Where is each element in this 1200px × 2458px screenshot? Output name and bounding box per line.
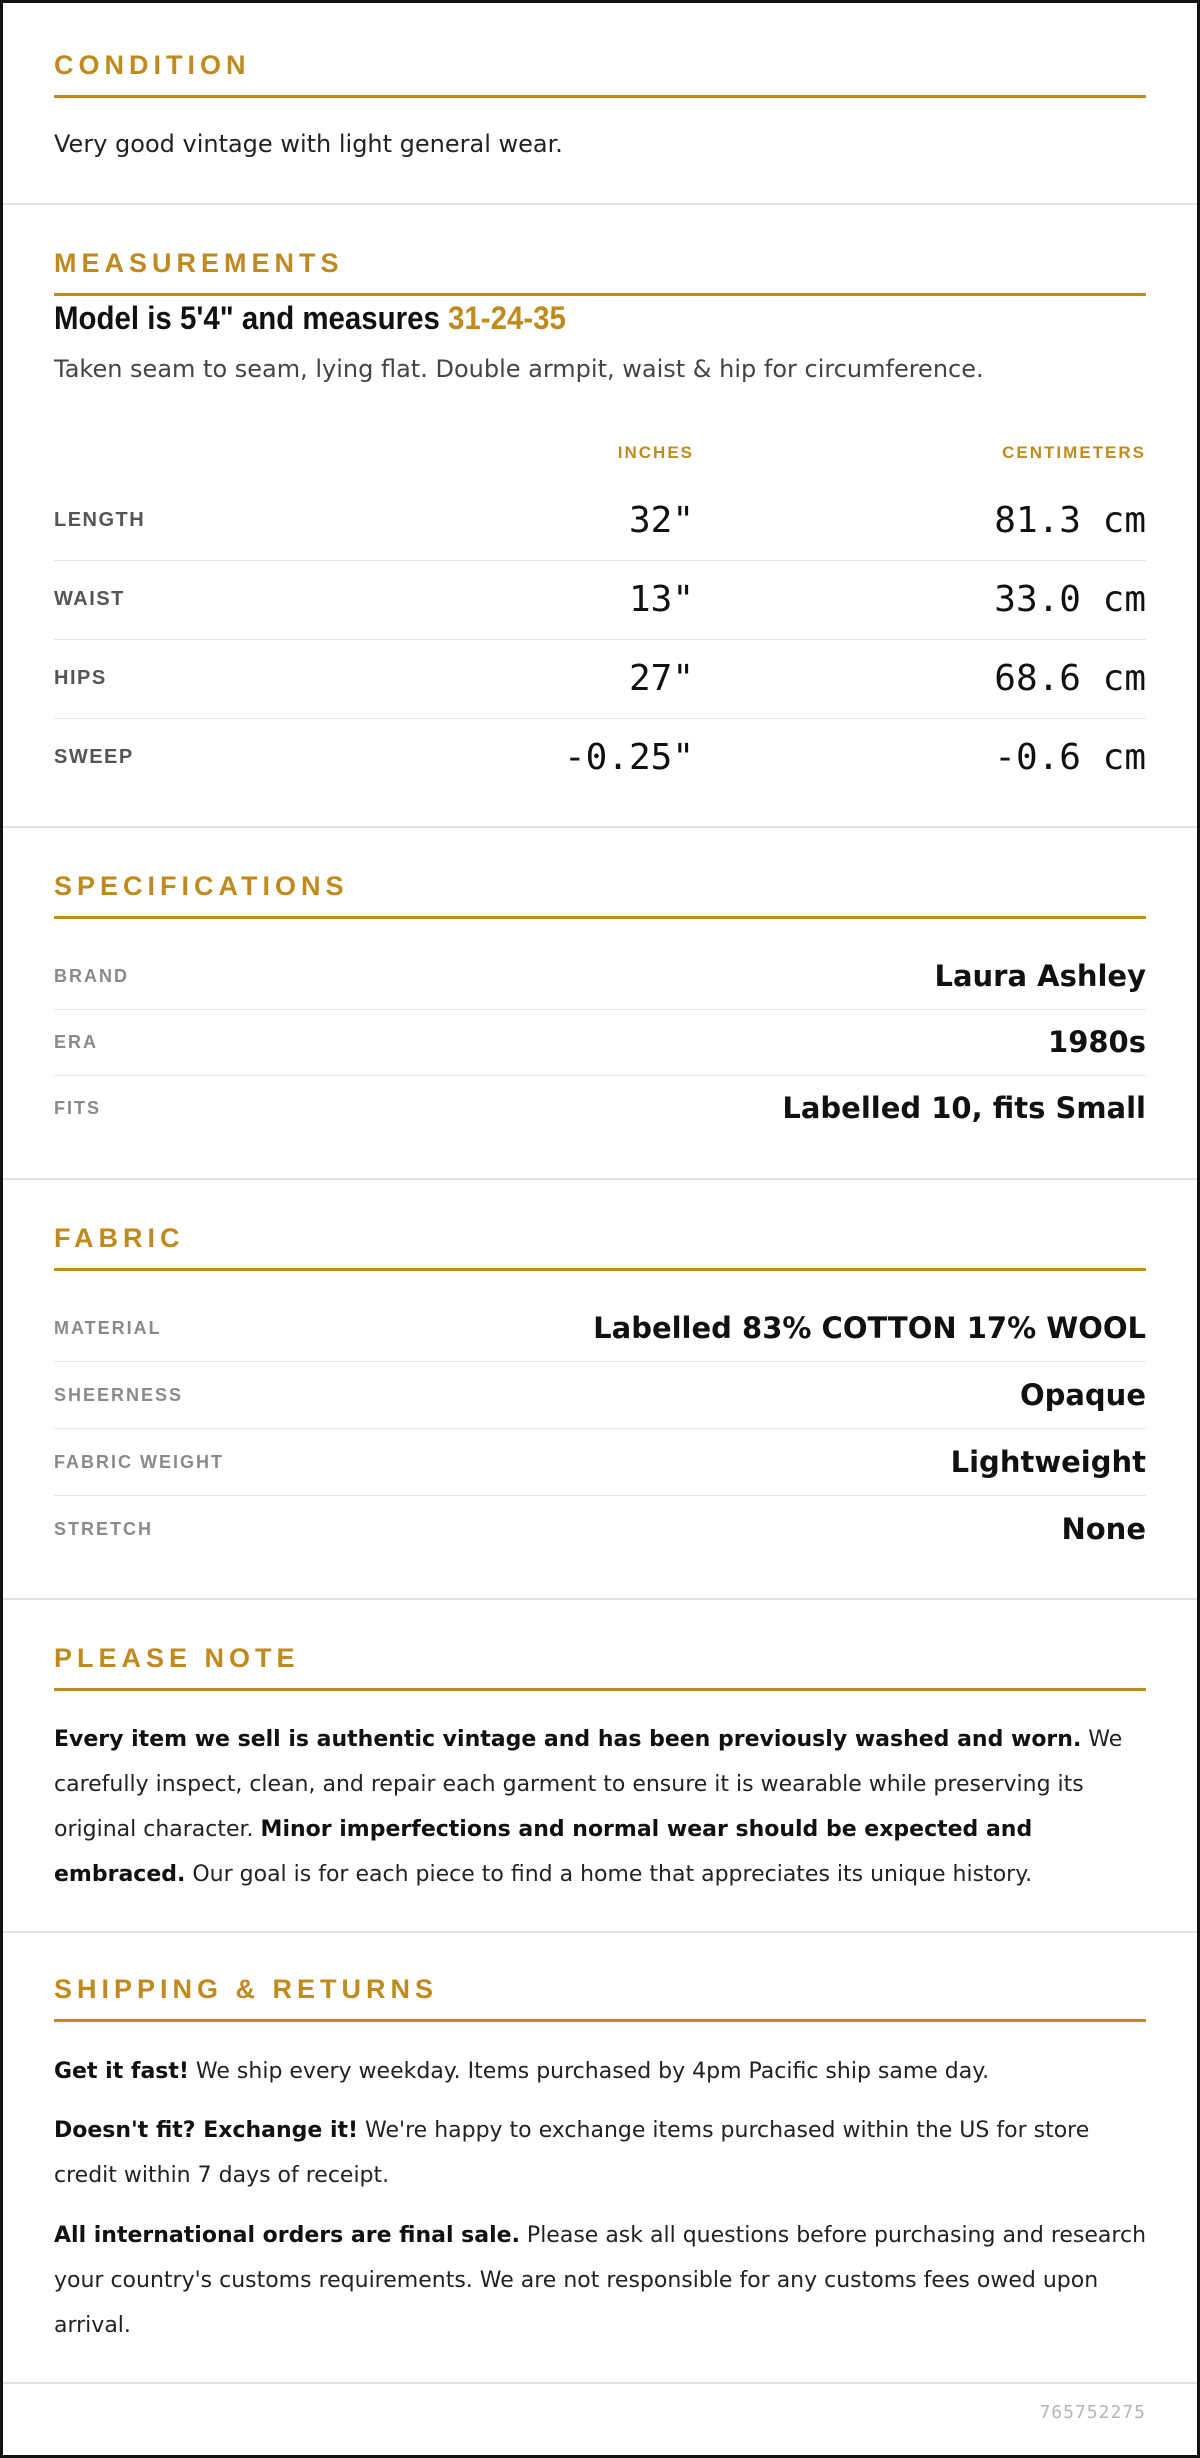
measurements-subtitle: Taken seam to seam, lying flat. Double armpit, waist & hip for circumference.	[54, 355, 984, 383]
measurement-inches: 32"	[628, 500, 694, 541]
fabric-row-sheerness	[54, 1362, 1146, 1429]
condition-section	[3, 3, 1197, 205]
fabric-heading: FABRIC	[54, 1220, 1146, 1271]
measurement-row-waist	[54, 560, 1146, 640]
fabric-row-material	[54, 1295, 1146, 1362]
measurement-label: HIPS	[54, 667, 107, 689]
shipping-paragraph-3	[54, 2213, 1146, 2348]
measurement-label: SWEEP	[54, 746, 134, 768]
shipping-text-2: We're happy to exchange items purchased within the US for store credit within 7 days of receipt.	[54, 2118, 1090, 2188]
specifications-section	[3, 828, 1197, 1180]
model-measures: 31-24-35	[448, 300, 566, 336]
measurement-cm: -0.6 cm	[994, 737, 1146, 778]
condition-text: Very good vintage with light general wear.	[54, 130, 563, 158]
measurement-cm: 68.6 cm	[994, 658, 1146, 699]
fabric-row-weight	[54, 1429, 1146, 1496]
measurement-inches: 13"	[628, 579, 694, 620]
shipping-section	[3, 1933, 1197, 2384]
measurement-row-hips	[54, 639, 1146, 719]
measurement-inches: 27"	[628, 658, 694, 699]
spec-row-fits	[54, 1075, 1146, 1141]
please-note-text-1: We carefully inspect, clean, and repair each garment to ensure it is wearable while preserving its original character.	[54, 1727, 1123, 1842]
fabric-key: STRETCH	[54, 1519, 153, 1539]
spec-row-era	[54, 1009, 1146, 1076]
measurement-row-sweep	[54, 718, 1146, 797]
measurement-cm: 81.3 cm	[994, 500, 1146, 541]
product-id: 765752275	[1039, 2402, 1146, 2423]
spec-key: BRAND	[54, 966, 129, 986]
shipping-text-3: Please ask all questions before purchasing and research your country's customs requirements. We are not responsible for any customs fees owed upon arrival.	[54, 2223, 1147, 2338]
measurement-row-length	[54, 481, 1146, 561]
fabric-value: Lightweight	[950, 1445, 1146, 1479]
model-info	[54, 300, 566, 337]
shipping-paragraph-1	[54, 2049, 1146, 2094]
fabric-key: SHEERNESS	[54, 1385, 184, 1405]
please-note-text-2: Our goal is for each piece to find a home that appreciates its unique history.	[185, 1862, 1033, 1887]
spec-key: ERA	[54, 1032, 99, 1052]
shipping-bold-3: All international orders are final sale.	[54, 2223, 520, 2248]
fabric-key: MATERIAL	[54, 1318, 162, 1338]
measurements-heading: MEASUREMENTS	[54, 245, 1146, 296]
fabric-row-stretch	[54, 1496, 1146, 1562]
inches-column-header: INCHES	[617, 443, 694, 462]
condition-heading: CONDITION	[54, 47, 1146, 98]
please-note-section	[3, 1600, 1197, 1933]
shipping-heading: SHIPPING & RETURNS	[54, 1971, 1146, 2022]
specifications-heading: SPECIFICATIONS	[54, 868, 1146, 919]
shipping-bold-1: Get it fast!	[54, 2059, 189, 2084]
spec-value: Labelled 10, fits Small	[782, 1091, 1146, 1125]
measurement-label: WAIST	[54, 588, 125, 610]
spec-value: Laura Ashley	[934, 959, 1146, 993]
shipping-bold-2: Doesn't fit? Exchange it!	[54, 2118, 359, 2143]
please-note-bold-1: Every item we sell is authentic vintage and has been previously washed and worn.	[54, 1727, 1082, 1752]
measurements-section	[3, 205, 1197, 828]
measurement-cm: 33.0 cm	[994, 579, 1146, 620]
spec-row-brand	[54, 943, 1146, 1010]
centimeters-column-header: CENTIMETERS	[1002, 443, 1146, 462]
fabric-key: FABRIC WEIGHT	[54, 1452, 224, 1472]
fabric-value: Opaque	[1019, 1378, 1146, 1412]
shipping-paragraph-2	[54, 2108, 1146, 2198]
measurement-inches: -0.25"	[563, 737, 694, 778]
spec-value: 1980s	[1048, 1025, 1146, 1059]
shipping-text-1: We ship every weekday. Items purchased by 4pm Pacific ship same day.	[188, 2059, 990, 2084]
model-prefix: Model is 5'4" and measures	[54, 300, 440, 336]
fabric-section	[3, 1180, 1197, 1600]
measurement-label: LENGTH	[54, 509, 146, 531]
spec-key: FITS	[54, 1098, 101, 1118]
fabric-value: None	[1061, 1512, 1146, 1546]
please-note-text	[54, 1717, 1146, 1897]
please-note-heading: PLEASE NOTE	[54, 1640, 1146, 1691]
please-note-bold-2: Minor imperfections and normal wear should be expected and embraced.	[54, 1817, 1033, 1887]
fabric-value: Labelled 83% COTTON 17% WOOL	[593, 1311, 1146, 1345]
